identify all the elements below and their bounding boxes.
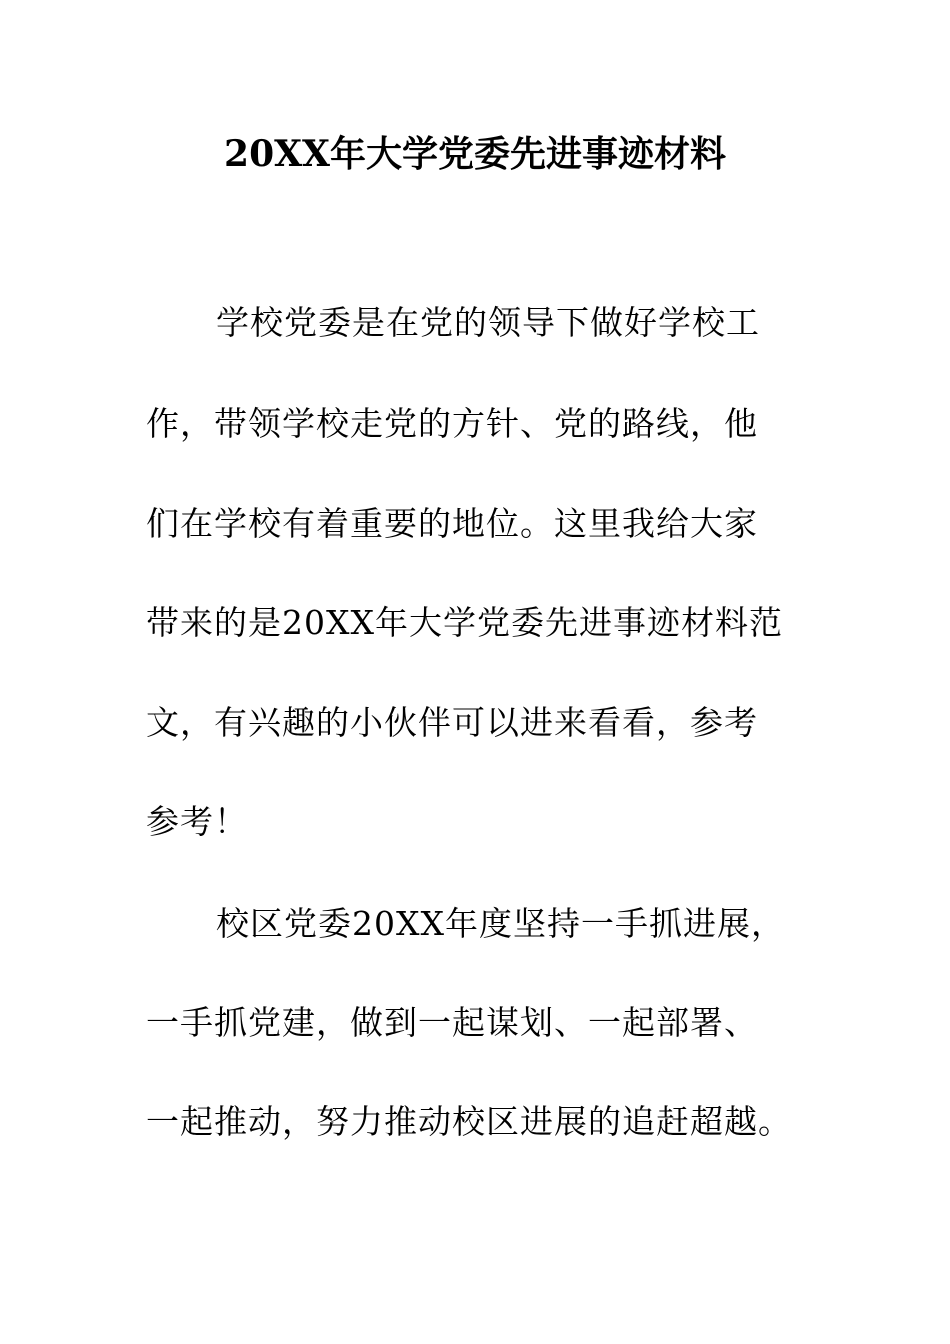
paragraph-line: 文，有兴趣的小伙伴可以进来看看，参考 [146, 703, 758, 742]
document-title: 20XX年大学党委先进事迹材料 [224, 133, 726, 175]
paragraph-line: 参考！ [146, 802, 248, 841]
paragraph-line: 校区党委20XX年度坚持一手抓进展， [216, 904, 785, 943]
paragraph-line: 带来的是20XX年大学党委先进事迹材料范 [146, 603, 783, 642]
paragraph-line: 们在学校有着重要的地位。这里我给大家 [146, 504, 758, 543]
paragraph-line: 学校党委是在党的领导下做好学校工 [216, 303, 760, 342]
paragraph-line: 一手抓党建，做到一起谋划、一起部署、 [146, 1003, 758, 1042]
paragraph-line: 一起推动，努力推动校区进展的追赶超越。 [146, 1102, 792, 1141]
paragraph-line: 作，带领学校走党的方针、党的路线，他 [146, 404, 758, 443]
